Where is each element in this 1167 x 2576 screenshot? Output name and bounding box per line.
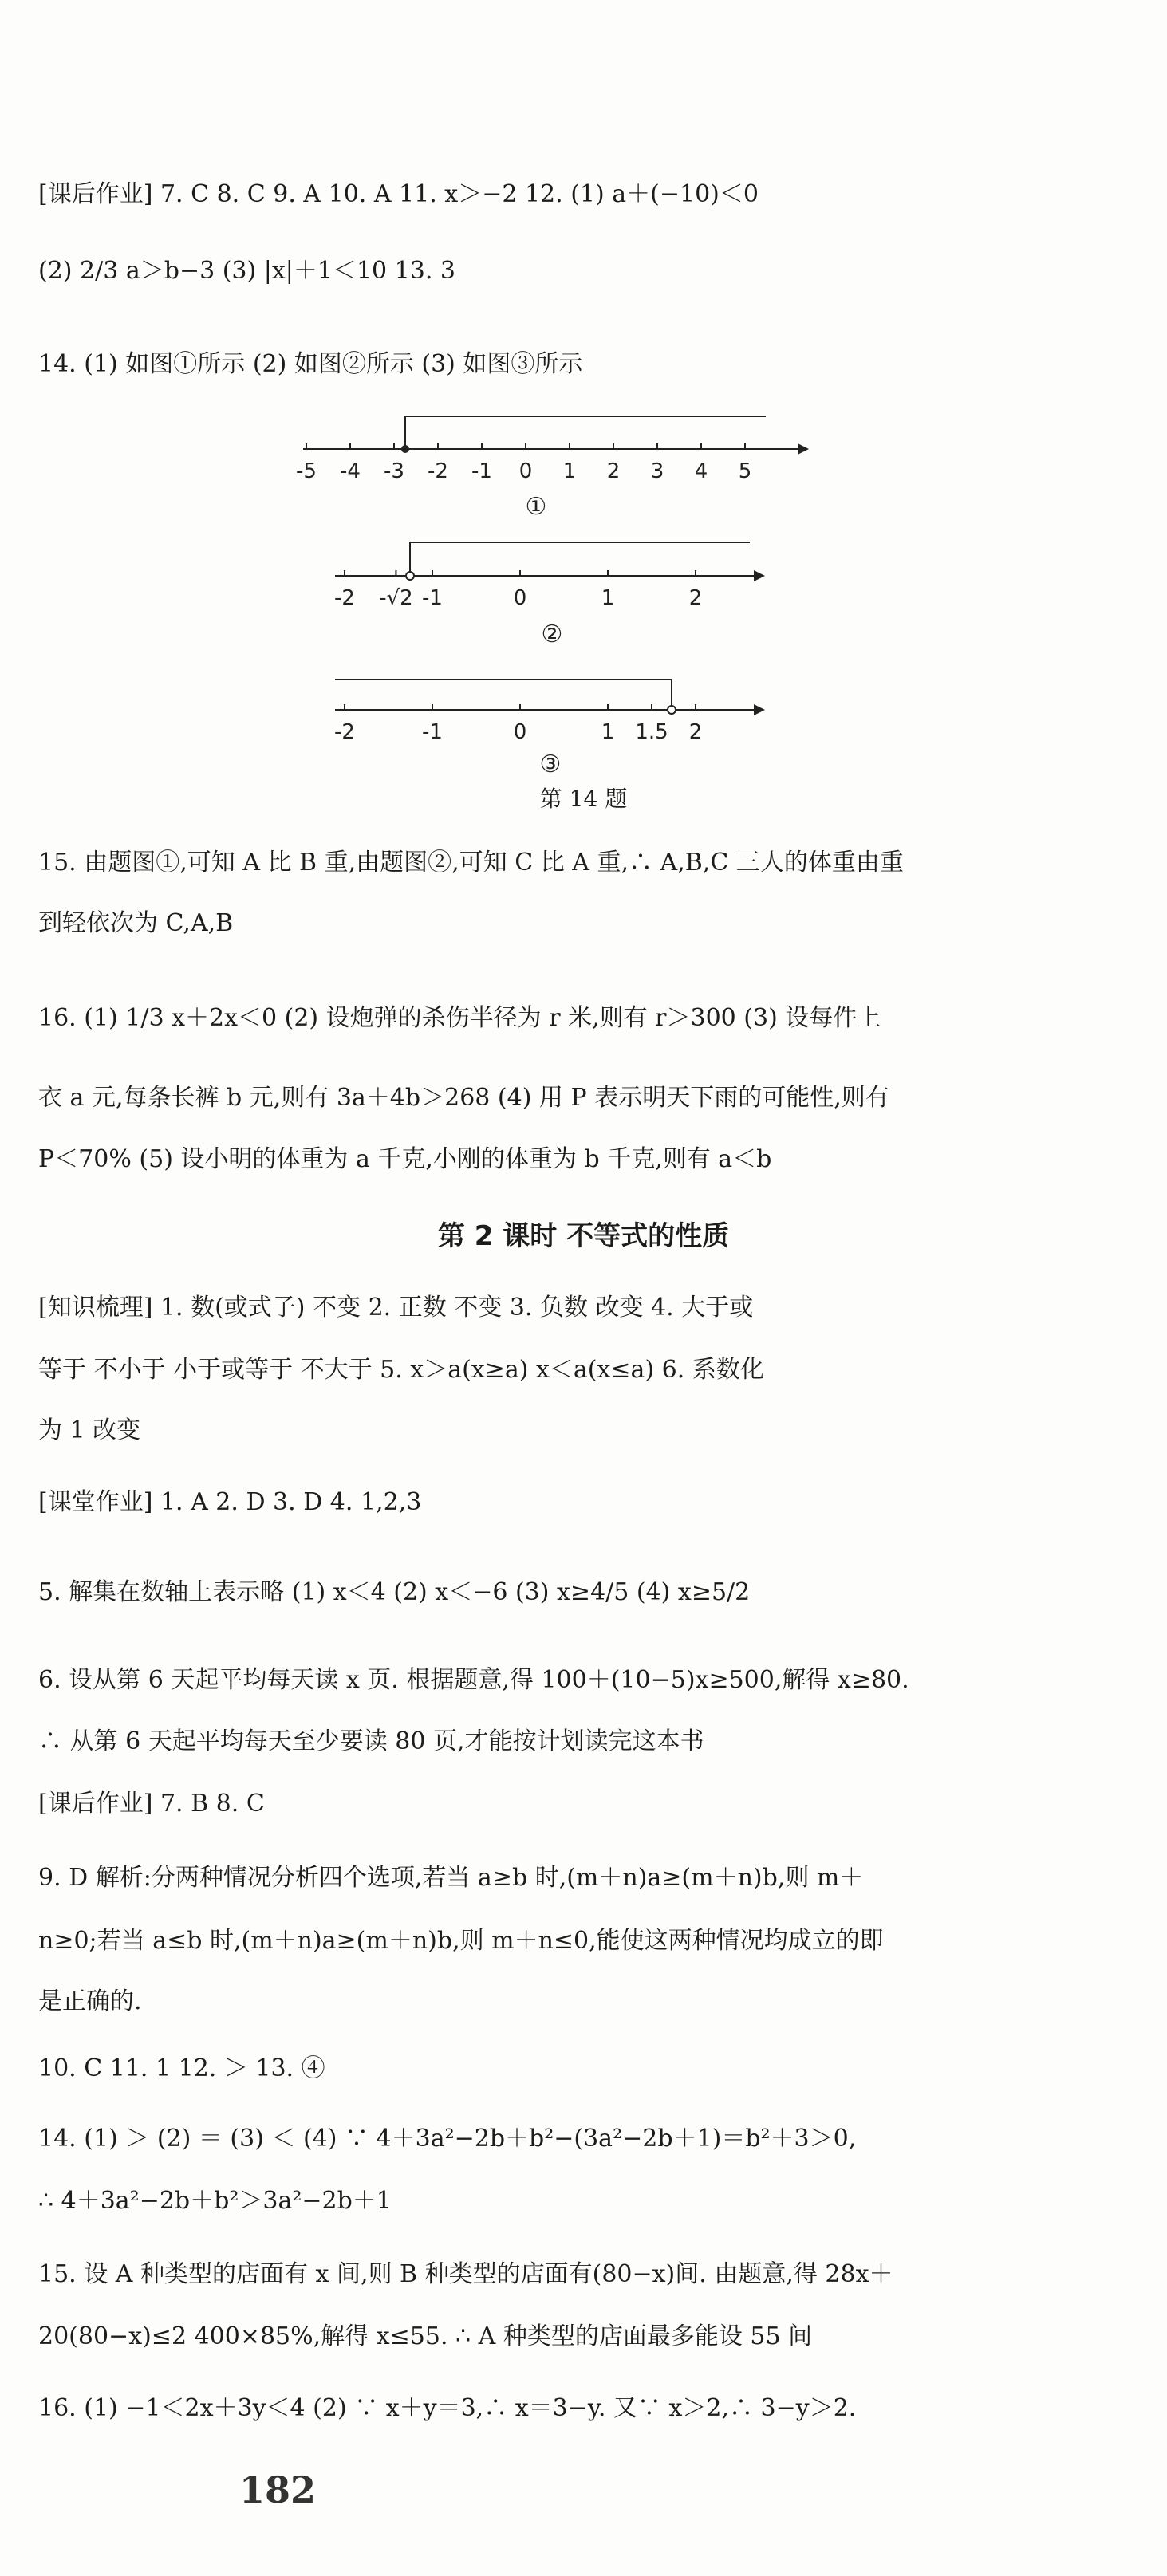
tick-label: 2 bbox=[688, 720, 703, 744]
number-line-1 bbox=[296, 416, 809, 521]
text-line-20: 10. C 11. 1 12. ＞ 13. ④ bbox=[38, 2054, 325, 2082]
tick-label: -√2 bbox=[379, 586, 413, 610]
number-line-figure bbox=[0, 0, 1167, 805]
tick-label: 4 bbox=[694, 459, 708, 483]
text-line-10: 等于 不小于 小于或等于 不大于 5. x＞a(x≥a) x＜a(x≤a) 6. 系数化 bbox=[38, 1356, 764, 1384]
tick-label: -1 bbox=[422, 586, 443, 610]
text-line-22: ∴ 4＋3a²−2b＋b²＞3a²−2b＋1 bbox=[38, 2187, 392, 2215]
number-line-3 bbox=[334, 679, 765, 778]
tick-label: 0 bbox=[518, 459, 533, 483]
tick-label: -3 bbox=[384, 459, 404, 483]
tick-label: -4 bbox=[340, 459, 361, 483]
tick-label: 1 bbox=[601, 586, 615, 610]
text-line-19: 是正确的. bbox=[38, 1987, 142, 2015]
text-line-8: P＜70% (5) 设小明的体重为 a 千克,小刚的体重为 b 千克,则有 a＜b bbox=[38, 1145, 772, 1173]
text-line-24: 20(80−x)≤2 400×85%,解得 x≤55. ∴ A 种类型的店面最多能设 55 间 bbox=[38, 2322, 813, 2350]
tick-label: -2 bbox=[334, 720, 355, 744]
tick-label: 1.5 bbox=[635, 720, 668, 744]
axis3-label: ③ bbox=[539, 750, 562, 778]
page-number: 182 bbox=[239, 2468, 317, 2511]
text-line-1: [课后作业] 7. C 8. C 9. A 10. A 11. x＞−2 12. (1) a＋(−10)＜0 bbox=[38, 180, 759, 208]
tick-label: -5 bbox=[296, 459, 317, 483]
tick-label: -2 bbox=[334, 586, 355, 610]
axis2-label: ② bbox=[541, 620, 563, 648]
text-line-2: (2) 2/3 a＞b−3 (3) |x|＋1＜10 13. 3 bbox=[38, 257, 455, 285]
tick-label: 2 bbox=[606, 459, 621, 483]
text-line-13: 5. 解集在数轴上表示略 (1) x＜4 (2) x＜−6 (3) x≥4/5 (4) x≥5/2 bbox=[38, 1578, 751, 1606]
text-line-14: 6. 设从第 6 天起平均每天读 x 页. 根据题意,得 100＋(10−5)x≥500,解得 x≥80. bbox=[38, 1666, 909, 1694]
text-line-12: [课堂作业] 1. A 2. D 3. D 4. 1,2,3 bbox=[38, 1488, 422, 1516]
figure-caption: 第 14 题 bbox=[539, 786, 628, 812]
text-line-23: 15. 设 A 种类型的店面有 x 间,则 B 种类型的店面有(80−x)间. 由题意,得 28x＋ bbox=[38, 2260, 893, 2288]
tick-label: 3 bbox=[650, 459, 664, 483]
tick-label: 1 bbox=[601, 720, 615, 744]
tick-label: -2 bbox=[428, 459, 448, 483]
text-line-5: 到轻依次为 C,A,B bbox=[38, 909, 234, 937]
tick-label: 1 bbox=[562, 459, 577, 483]
text-line-18: n≥0;若当 a≤b 时,(m＋n)a≥(m＋n)b,则 m＋n≤0,能使这两种情况均成立的即 bbox=[38, 1927, 884, 1955]
tick-label: 2 bbox=[688, 586, 703, 610]
tick-label: -1 bbox=[471, 459, 492, 483]
tick-label: 0 bbox=[513, 720, 527, 744]
text-line-15: ∴ 从第 6 天起平均每天至少要读 80 页,才能按计划读完这本书 bbox=[38, 1727, 704, 1755]
tick-label: -1 bbox=[422, 720, 443, 744]
text-line-21: 14. (1) ＞ (2) ＝ (3) ＜ (4) ∵ 4＋3a²−2b＋b²−(3a²−2b＋1)＝b²＋3＞0, bbox=[38, 2125, 857, 2153]
axis1-label: ① bbox=[525, 493, 547, 521]
text-line-11: 为 1 改变 bbox=[38, 1416, 141, 1444]
text-line-17: 9. D 解析:分两种情况分析四个选项,若当 a≥b 时,(m＋n)a≥(m＋n)b,则 m＋ bbox=[38, 1864, 864, 1892]
text-line-16: [课后作业] 7. B 8. C bbox=[38, 1790, 265, 1818]
text-line-9: [知识梳理] 1. 数(或式子) 不变 2. 正数 不变 3. 负数 改变 4. 大于或 bbox=[38, 1294, 754, 1321]
number-line-2 bbox=[334, 542, 765, 648]
text-line-6: 16. (1) 1/3 x＋2x＜0 (2) 设炮弹的杀伤半径为 r 米,则有 r＞300 (3) 设每件上 bbox=[38, 1004, 881, 1032]
tick-label: 0 bbox=[513, 586, 527, 610]
tick-label: 5 bbox=[738, 459, 752, 483]
text-line-25: 16. (1) −1＜2x＋3y＜4 (2) ∵ x＋y＝3,∴ x＝3−y. 又∵ x＞2,∴ 3−y＞2. bbox=[38, 2394, 857, 2422]
text-line-4: 15. 由题图①,可知 A 比 B 重,由题图②,可知 C 比 A 重,∴ A,B,C 三人的体重由重 bbox=[38, 849, 904, 876]
section-heading: 第 2 课时 不等式的性质 bbox=[437, 1220, 730, 1252]
text-line-7: 衣 a 元,每条长裤 b 元,则有 3a＋4b＞268 (4) 用 P 表示明天下雨的可能性,则有 bbox=[38, 1084, 889, 1112]
text-line-3: 14. (1) 如图①所示 (2) 如图②所示 (3) 如图③所示 bbox=[38, 350, 583, 378]
